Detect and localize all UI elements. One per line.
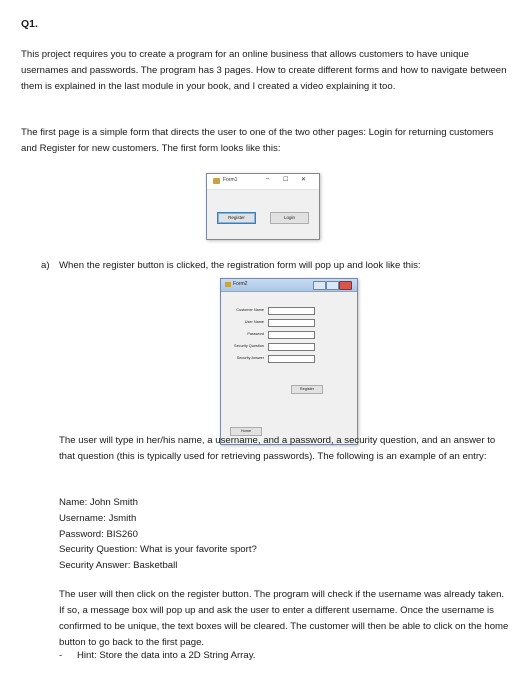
question-heading: Q1. xyxy=(21,18,38,30)
item-a-letter: a) xyxy=(41,260,50,271)
maximize-icon: ☐ xyxy=(283,177,289,183)
user-name-field xyxy=(268,319,315,327)
security-question-label: Security Question xyxy=(234,344,264,348)
intro-paragraph: This project requires you to create a program for an online business that allows customers to have unique usernames and passwords. The program has 3 pages. How to create different forms and how to navigate between them is explained in the last module in your book, and I created a video explaining it too. xyxy=(21,49,507,92)
entry-username: Username: Jsmith xyxy=(59,512,137,524)
hint-item xyxy=(59,648,499,664)
form1-login-button: Login xyxy=(270,212,309,224)
form1-title-bar xyxy=(207,174,319,190)
entry-name: Name: John Smith xyxy=(59,497,138,508)
form2-title-bar xyxy=(221,279,357,292)
customer-name-label: Customer Name xyxy=(236,308,264,312)
password-field xyxy=(268,331,315,339)
form-app-icon xyxy=(213,178,220,184)
item-a xyxy=(41,258,511,274)
form1-register-button: Register xyxy=(217,212,256,224)
entry-password: Password: BIS260 xyxy=(59,528,138,540)
security-answer-field xyxy=(268,355,315,363)
form2-home-button: Home xyxy=(230,427,262,436)
form1-title: Form1 xyxy=(223,177,238,183)
item-a-text: When the register button is clicked, the registration form will pop up and look like this: xyxy=(59,260,421,271)
user-entry-paragraph: The user will type in her/his name, a username, and a password, a security question, and an answer to that question (this is typically used for retrieving passwords). The following is an example of an entry: xyxy=(59,435,496,462)
hint-dash: - xyxy=(59,650,63,661)
customer-name-field xyxy=(268,307,315,315)
security-question-field xyxy=(268,343,315,351)
register-behavior-paragraph: The user will then click on the register button. The program will check if the username was already taken. If so, a message box will pop up and ask the user to enter a different username. Once the username is confirmed to be unique, the text boxes will be cleared. The customer will then be able to click on the home button to go back to the first page. xyxy=(59,589,509,648)
form2-title: Form2 xyxy=(233,281,248,287)
close-icon xyxy=(339,281,352,290)
maximize-icon xyxy=(326,281,339,290)
entry-security-answer: Security Answer: Basketball xyxy=(59,560,178,572)
entry-example xyxy=(59,495,499,574)
entry-security-question: Security Question: What is your favorite sport? xyxy=(59,544,257,556)
password-label: Password xyxy=(247,332,264,336)
security-answer-label: Security Answer xyxy=(236,356,264,360)
form2-window xyxy=(220,278,358,445)
minimize-icon xyxy=(313,281,326,290)
hint-text: Hint: Store the data into a 2D String Array. xyxy=(77,650,256,661)
form2-register-button: Register xyxy=(291,385,323,394)
minimize-icon: – xyxy=(266,176,270,182)
form-app-icon xyxy=(225,282,231,287)
first-page-paragraph: The first page is a simple form that directs the user to one of the two other pages: Login for returning customers and Register for new customers. The first form looks like this: xyxy=(21,127,494,154)
close-icon: ✕ xyxy=(301,177,307,183)
form1-window xyxy=(206,173,320,240)
user-name-label: User Name xyxy=(244,320,264,324)
